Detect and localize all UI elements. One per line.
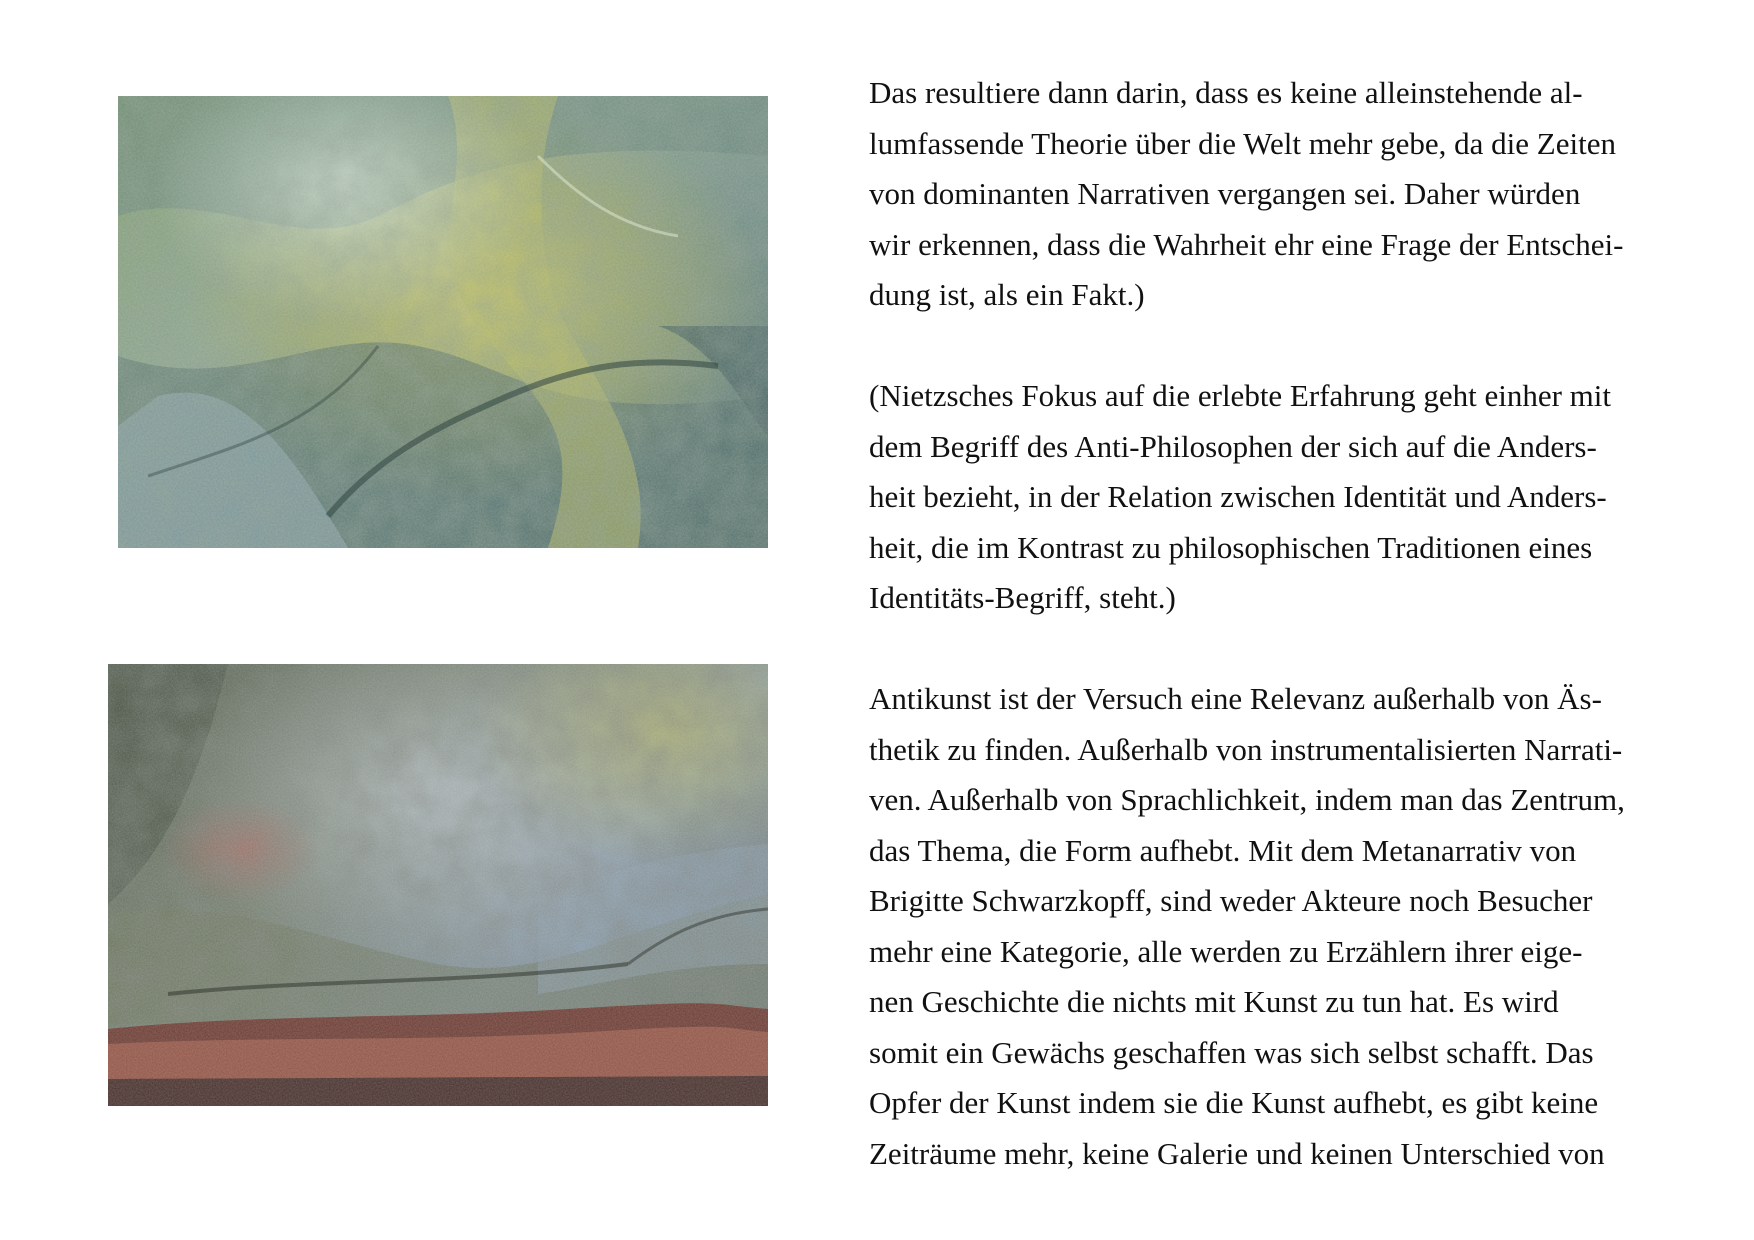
painted-relief-photo-top bbox=[118, 96, 768, 548]
text-line: Zeiträume mehr, keine Galerie und keinen Unterschied von bbox=[869, 1135, 1605, 1171]
paragraph bbox=[869, 371, 1699, 624]
text-line: somit ein Gewächs geschaffen was sich selbst schafft. Das bbox=[869, 1034, 1594, 1070]
paragraph bbox=[869, 674, 1699, 1179]
text-line: Antikunst ist der Versuch eine Relevanz außerhalb von Äs- bbox=[869, 681, 1602, 716]
paragraph-spacer bbox=[869, 321, 1699, 372]
text-line: lumfassende Theorie über die Welt mehr gebe, da die Zeiten bbox=[869, 125, 1616, 161]
text-line: thetik zu finden. Außerhalb von instrumentalisierten Narrati- bbox=[869, 731, 1623, 767]
text-line: Brigitte Schwarzkopff, sind weder Akteure noch Besucher bbox=[869, 883, 1593, 918]
text-line: Identitäts-Begriff, steht.) bbox=[869, 580, 1176, 615]
text-line: Das resultiere dann darin, dass es keine alleinstehende al- bbox=[869, 75, 1583, 110]
text-line: mehr eine Kategorie, alle werden zu Erzählern ihrer eige- bbox=[869, 933, 1583, 969]
text-line: von dominanten Narrativen vergangen sei. Daher würden bbox=[869, 176, 1581, 211]
text-line: wir erkennen, dass die Wahrheit ehr eine Frage der Entschei- bbox=[869, 226, 1624, 262]
text-line: dung ist, als ein Fakt.) bbox=[869, 277, 1145, 312]
text-line: Opfer der Kunst indem sie die Kunst aufhebt, es gibt keine bbox=[869, 1085, 1599, 1120]
body-text-column bbox=[869, 68, 1699, 1179]
text-line: dem Begriff des Anti-Philosophen der sich auf die Anders- bbox=[869, 428, 1597, 464]
paragraph-spacer bbox=[869, 624, 1699, 675]
painted-relief-photo-bottom bbox=[108, 664, 768, 1106]
text-line: nen Geschichte die nichts mit Kunst zu tun hat. Es wird bbox=[869, 984, 1559, 1019]
paragraph bbox=[869, 68, 1699, 321]
text-line: heit bezieht, in der Relation zwischen Identität und Anders- bbox=[869, 479, 1607, 514]
text-line: ven. Außerhalb von Sprachlichkeit, indem man das Zentrum, bbox=[869, 782, 1625, 817]
text-line: (Nietzsches Fokus auf die erlebte Erfahrung geht einher mit bbox=[869, 378, 1612, 413]
text-line: das Thema, die Form aufhebt. Mit dem Metanarrativ von bbox=[869, 832, 1577, 868]
text-line: heit, die im Kontrast zu philosophischen Traditionen eines bbox=[869, 529, 1593, 565]
